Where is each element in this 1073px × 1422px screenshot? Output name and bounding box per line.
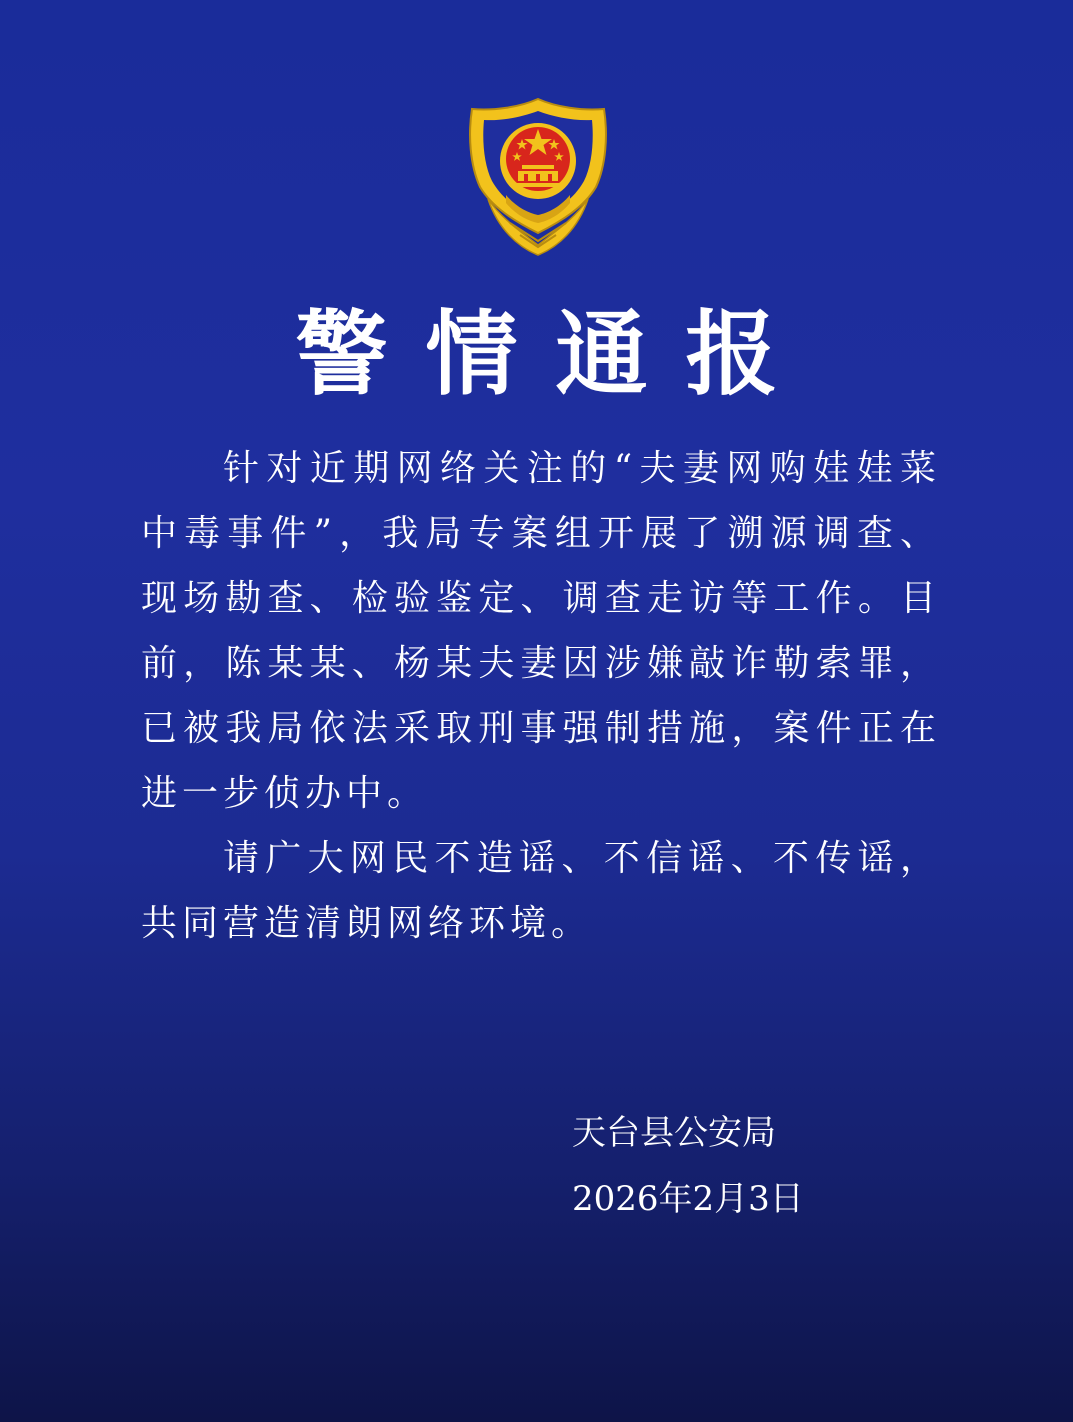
police-badge-icon (458, 95, 618, 257)
issue-date: 2026年2月3日 (572, 1179, 804, 1219)
notice-paragraph: 针对近期网络关注的“夫妻网购娃娃菜中毒事件”，我局专案组开展了溯源调查、现场勘查、检验鉴定、调查走访等工作。目前，陈某某、杨某夫妻因涉嫌敲诈勒索罪，已被我局依法采取刑事强制措施，案件正在进一步侦办中。 (141, 448, 941, 814)
notice-body (141, 436, 941, 956)
notice-paragraph: 请广大网民不造谣、不信谣、不传谣，共同营造清朗网络环境。 (141, 838, 941, 944)
notice-title: 警情通报 (295, 301, 816, 408)
issuing-organization: 天台县公安局 (572, 1113, 776, 1153)
